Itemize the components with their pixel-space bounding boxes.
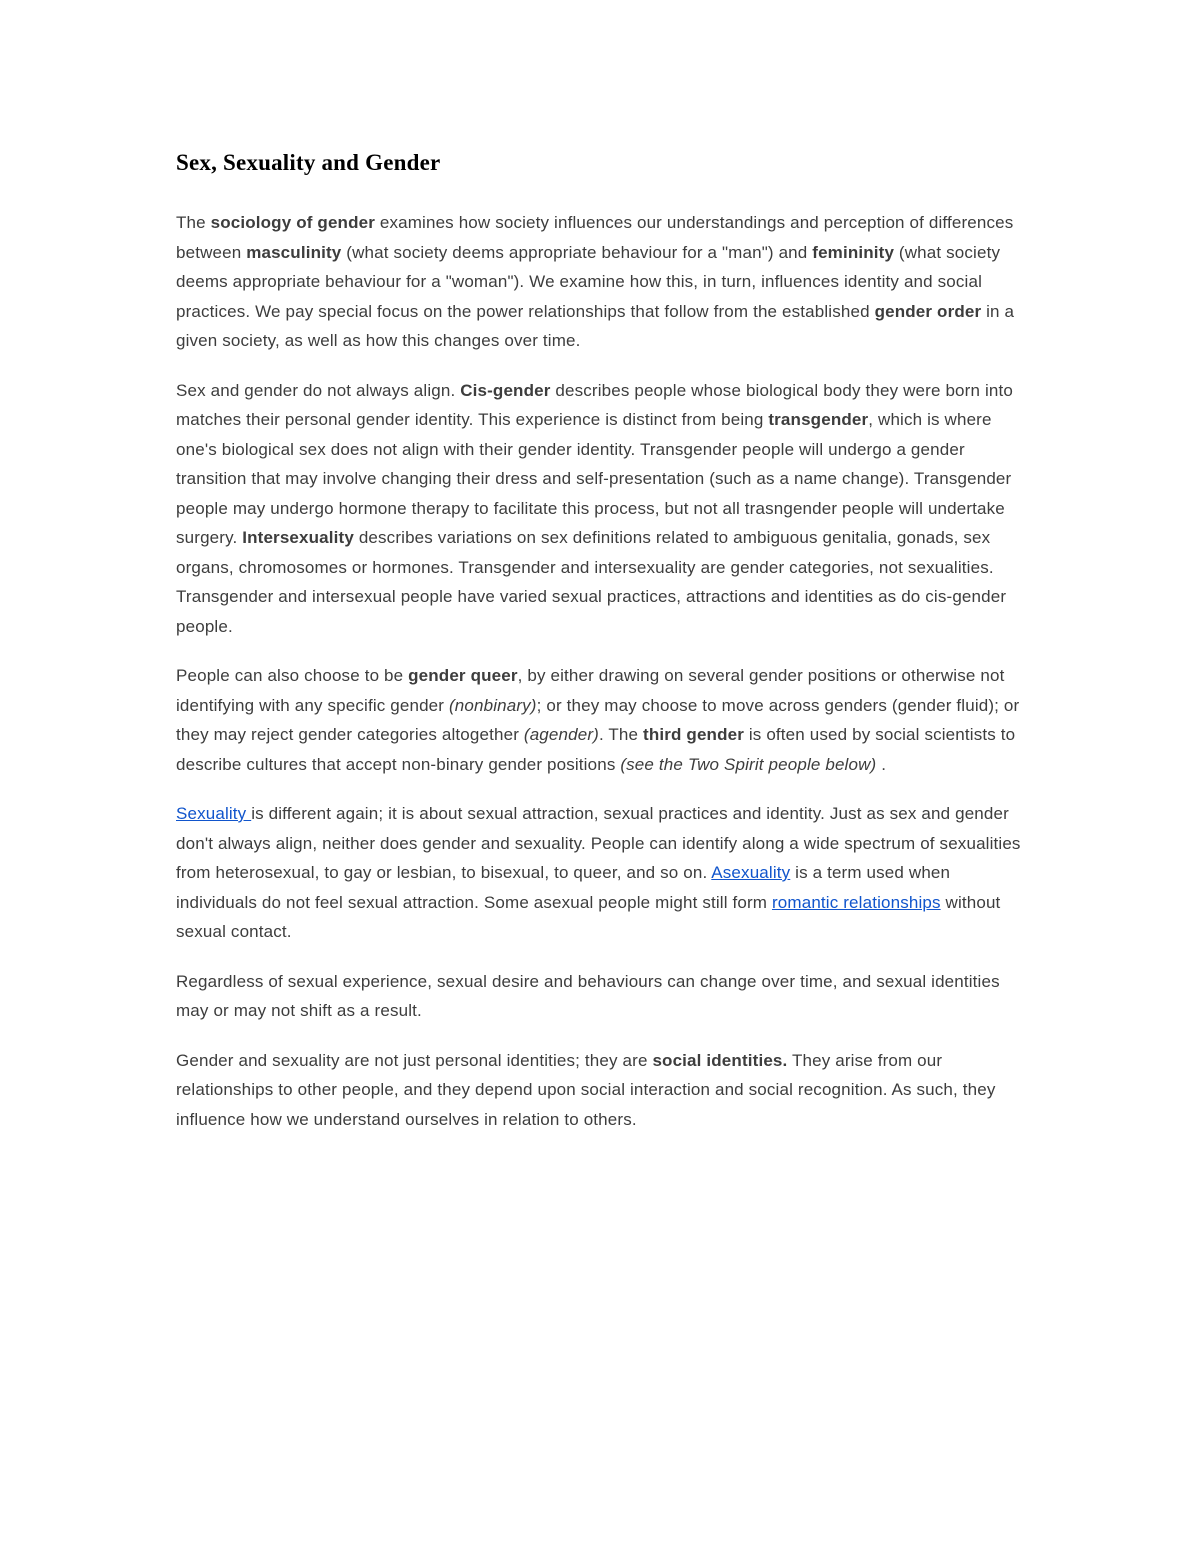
text-run: describes variations on sex definitions related to ambiguous genitalia, gonads, sex organs, chromosomes or hormones. Transgender and intersexuality are gender categories, not sexualities. Transgender and intersexual people have varied sexual practices, attractions and identities as do cis-gender people.: [176, 528, 1007, 636]
paragraph: [176, 208, 1022, 356]
text-run: without sexual contact.: [176, 892, 1001, 941]
text-run: (what society deems appropriate behaviour for a "woman"). We examine how this, in turn, influences identity and social practices. We pay special focus on the power relationships that follow from the established: [176, 242, 1001, 321]
bold-text: gender queer: [408, 666, 518, 685]
text-run: . The: [598, 725, 644, 744]
text-run: The: [176, 213, 211, 232]
text-run: .: [876, 754, 887, 774]
italic-text: (see the Two Spirit people below): [620, 754, 877, 774]
text-run: Regardless of sexual experience, sexual desire and behaviours can change over time, and sexual identities may or may not shift as a result.: [176, 971, 1000, 1020]
bold-text: third gender: [643, 725, 744, 744]
text-run: is a term used when individuals do not feel sexual attraction. Some asexual people might still form: [176, 863, 951, 912]
paragraph: [176, 1046, 1022, 1135]
asexuality-link[interactable]: Asexuality: [711, 863, 791, 882]
romantic-relationships-link[interactable]: romantic relationships: [771, 892, 941, 912]
document-title: Sex, Sexuality and Gender: [176, 150, 441, 175]
bold-text: Cis-gender: [460, 380, 551, 400]
bold-text: transgender: [768, 410, 869, 429]
bold-text: social identities.: [652, 1050, 788, 1070]
text-run: (what society deems appropriate behaviour for a "man") and: [341, 242, 813, 262]
text-run: describes people whose biological body they were born into matches their personal gender identity. This experience is distinct from being: [176, 380, 1013, 429]
text-run: Gender and sexuality are not just personal identities; they are: [176, 1050, 653, 1070]
bold-text: sociology of gender: [210, 213, 375, 232]
text-run: , which is where one's biological sex does not align with their gender identity. Transgender people will undergo a gender transition that may involve changing their dress and self-presentation (such as a name change). Transgender people may undergo hormone therapy to facilitate this process, but not all trasngender people will undertake surgery.: [176, 410, 1012, 547]
paragraph: [176, 967, 1022, 1026]
text-run: examines how society influences our understandings and perception of differences between: [176, 213, 1014, 262]
text-run: , by either drawing on several gender positions or otherwise not identifying with any specific gender: [176, 666, 1005, 715]
paragraph: [176, 376, 1022, 642]
text-run: Sex and gender do not always align.: [176, 380, 461, 400]
bold-text: masculinity: [246, 242, 342, 262]
bold-text: femininity: [812, 242, 895, 262]
paragraph: [176, 799, 1022, 947]
text-run: in a given society, as well as how this changes over time.: [176, 301, 1015, 350]
text-run: They arise from our relationships to other people, and they depend upon social interaction and social recognition. As such, they influence how we understand ourselves in relation to others.: [176, 1050, 996, 1129]
bold-text: Intersexuality: [242, 528, 354, 547]
document-body: [176, 208, 1022, 1134]
italic-text: (nonbinary): [448, 695, 537, 715]
text-run: People can also choose to be: [176, 666, 409, 685]
text-run: is often used by social scientists to describe cultures that accept non-binary gender positions: [176, 725, 1016, 774]
text-run: ; or they may choose to move across genders (gender fluid); or they may reject gender categories altogether: [176, 695, 1020, 744]
sexuality-link[interactable]: Sexuality: [176, 804, 252, 823]
italic-text: (agender): [523, 725, 599, 744]
bold-text: gender order: [874, 301, 982, 321]
text-run: is different again; it is about sexual attraction, sexual practices and identity. Just as sex and gender don't always align, neither does gender and sexuality. People can identify along a wide spectrum of sexualities from heterosexual, to gay or lesbian, to bisexual, to queer, and so on.: [176, 804, 1021, 882]
paragraph: [176, 661, 1022, 779]
